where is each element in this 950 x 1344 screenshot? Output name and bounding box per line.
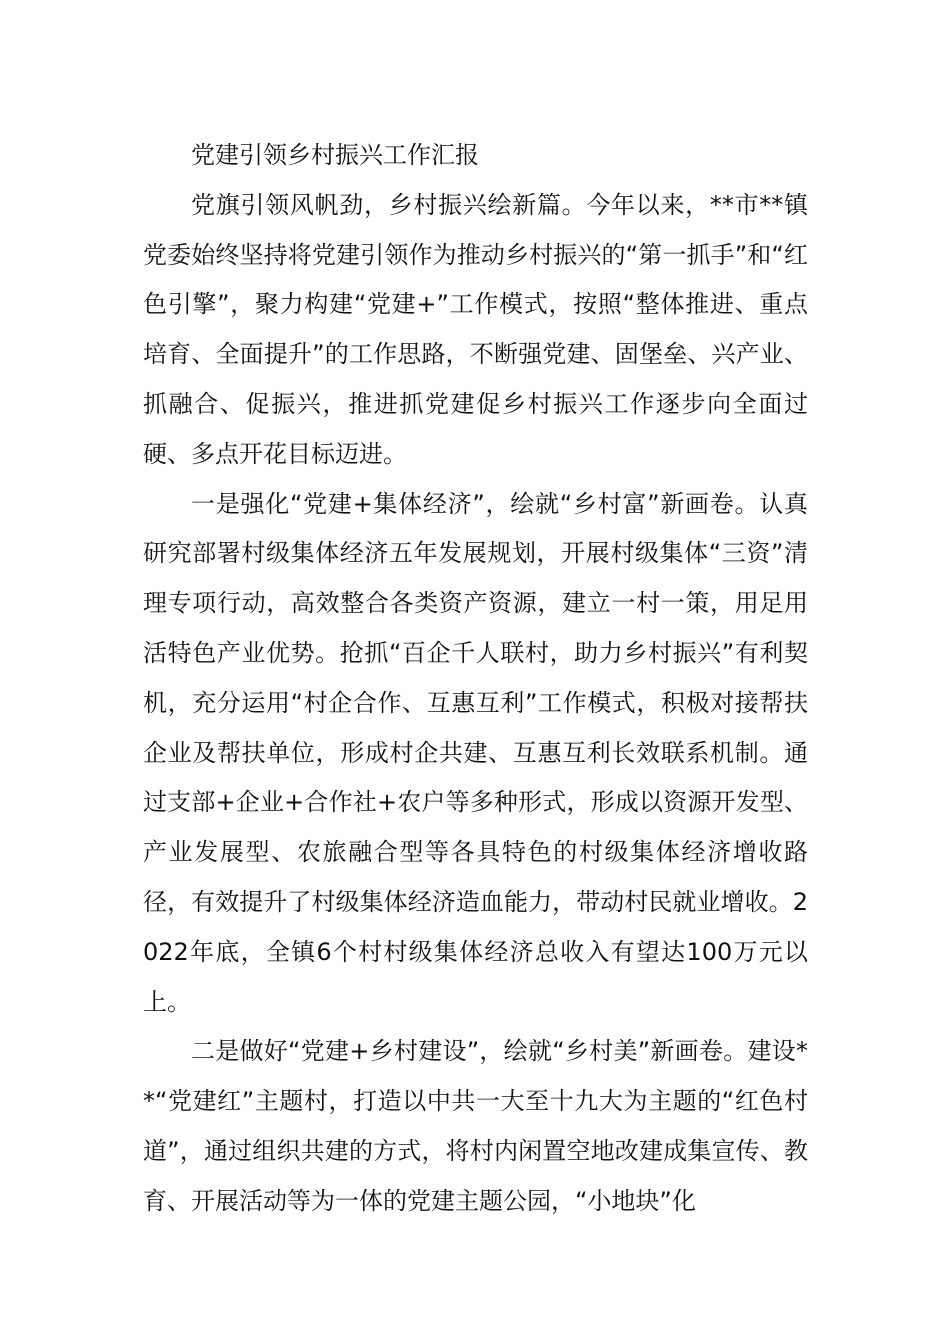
paragraph-collective-economy: 一是强化“党建+集体经济”，绘就“乡村富”新画卷。认真研究部署村级集体经济五年发展规划，开展村级集体“三资”清理专项行动，高效整合各类资产资源，建立一村一策，用足用活特色产业优势。抢抓“百企千人联村，助力乡村振兴”有利契机，充分运用“村企合作、互惠互利”工作模式，积极对接帮扶企业及帮扶单位，形成村企共建、互惠互利长效联系机制。通过支部+企业+合作社+农户等多种形式，形成以资源开发型、产业发展型、农旅融合型等各具特色的村级集体经济增收路径，有效提升了村级集体经济造血能力，带动村民就业增收。2022年底，全镇6个村村级集体经济总收入有望达100万元以上。: [143, 489, 808, 1016]
document-title: 党建引领乡村振兴工作汇报: [191, 141, 479, 169]
paragraph-rural-construction: 二是做好“党建+乡村建设”，绘就“乡村美”新画卷。建设**“党建红”主题村，打造以中共一大至十九大为主题的“红色村道”，通过组织共建的方式，将村内闲置空地改建成集宣传、教育、开展活动等为一体的党建主题公园，“小地块”化: [143, 1037, 808, 1215]
paragraph-intro: 党旗引领风帆劲，乡村振兴绘新篇。今年以来，**市**镇党委始终坚持将党建引领作为推动乡村振兴的“第一抓手”和“红色引擎”，聚力构建“党建+”工作模式，按照“整体推进、重点培育、全面提升”的工作思路，不断强党建、固堡垒、兴产业、抓融合、促振兴，推进抓党建促乡村振兴工作逐步向全面过硬、多点开花目标迈进。: [143, 190, 808, 468]
document-body: [143, 131, 808, 1227]
